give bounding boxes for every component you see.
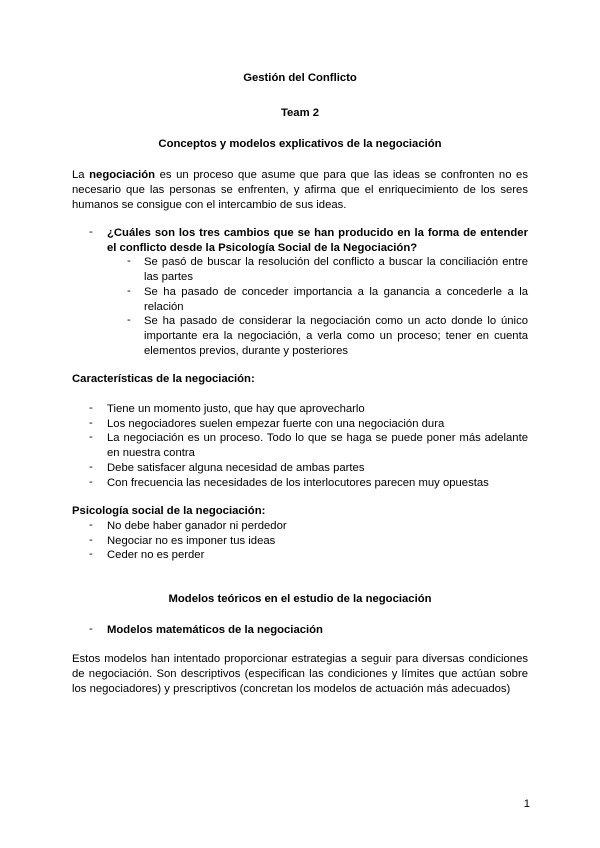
list-bullet: - [89,534,93,546]
characteristic-item: Tiene un momento justo, que hay que aprovecharlo [107,403,365,415]
list-bullet: - [89,519,93,531]
list-bullet: - [89,476,93,488]
models-heading: Modelos teóricos en el estudio de la negociación [168,593,432,605]
list-bullet: - [89,548,93,560]
list-bullet: - [89,431,93,443]
characteristic-item: Con frecuencia las necesidades de los interlocutores parecen muy opuestas [107,477,489,489]
list-bullet: - [89,402,93,414]
list-bullet: - [89,417,93,429]
intro-rest: es un proceso que asume que para que las ideas se confronten no es necesario que las personas se enfrenten, y afirma que el enriquecimiento de los seres humanos se consigue con el intercambio de sus ideas. [72,169,528,211]
team-label: Team 2 [280,107,320,119]
section-subtitle: Conceptos y modelos explicativos de la negociación [158,138,442,150]
characteristic-item: Los negociadores suelen empezar fuerte con una negociación dura [107,418,445,430]
models-subheading: Modelos matemáticos de la negociación [107,624,323,636]
intro-prefix: La [72,169,90,181]
answer-item: Se ha pasado de conceder importancia a la ganancia a concederle a la relación [144,286,528,313]
psychology-item: Negociar no es imponer tus ideas [107,535,276,547]
answer-bullet: - [127,285,131,297]
models-paragraph: Estos modelos han intentado proporcionar estrategias a seguir para diversas condiciones de negociación. Son descriptivos (especifican las condiciones y límites que actúan sobre los negociadores) y prescriptivos (concretan los modelos de actuación más adecuados) [72,653,528,695]
answer-item: Se ha pasado de considerar la negociación como un acto donde lo único importante era la negociación, a verla como un proceso; tener en cuenta elementos previos, durante y posteriores [144,315,528,357]
psychology-item: No debe haber ganador ni perdedor [107,520,287,532]
characteristic-item: Debe satisfacer alguna necesidad de ambas partes [107,462,365,474]
question-bullet: - [89,226,93,238]
document-title: Gestión del Conflicto [243,72,357,84]
psychology-item: Ceder no es perder [107,549,205,561]
psychology-heading: Psicología social de la negociación: [72,505,266,517]
characteristic-item: La negociación es un proceso. Todo lo que se haga se puede poner más adelante en nuestra contra [107,432,528,459]
page-number: 1 [523,798,530,810]
answer-bullet: - [127,314,131,326]
characteristics-heading: Características de la negociación: [72,373,255,385]
question-text: ¿Cuáles son los tres cambios que se han producido en la forma de entender el conflicto desde la Psicología Social de la Negociación? [107,227,528,254]
list-bullet: - [89,623,93,635]
intro-paragraph [72,168,528,213]
answer-bullet: - [127,255,131,267]
answer-item: Se pasó de buscar la resolución del conflicto a buscar la conciliación entre las partes [144,256,528,283]
list-bullet: - [89,461,93,473]
intro-bold-term: negociación [89,169,156,181]
